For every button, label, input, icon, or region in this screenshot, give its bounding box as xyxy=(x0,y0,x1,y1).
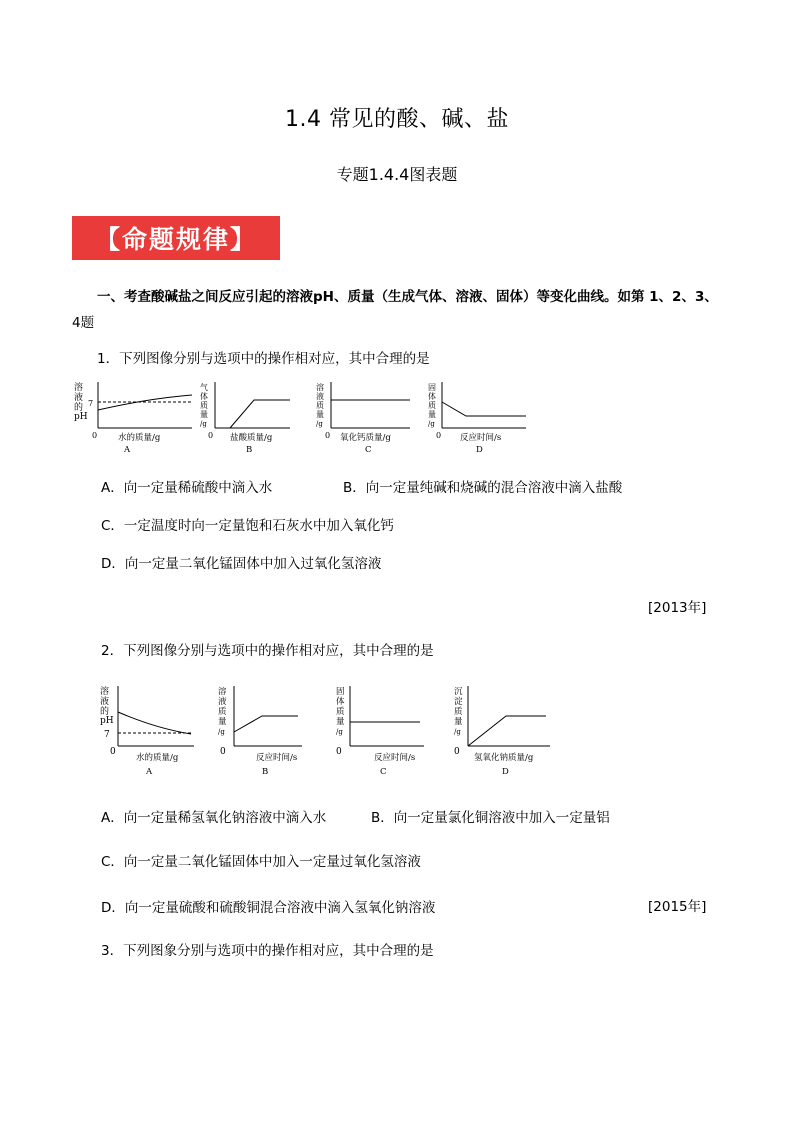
q2-b-ylabel-1: 溶 xyxy=(218,687,227,697)
q2-b-xlabel: 反应时间/s xyxy=(256,753,298,763)
banner-label: 【命题规律】 xyxy=(94,225,257,254)
q1-c-origin: 0 xyxy=(325,431,331,440)
q1-a-ylabel-4: pH xyxy=(74,412,88,422)
q1-a-letter: A xyxy=(124,445,131,455)
q2-b-line xyxy=(234,716,298,732)
section-intro-line1: 一、考查酸碱盐之间反应引起的溶液pH、质量（生成气体、溶液、固体）等变化曲线。如第 1、2、3、 xyxy=(97,289,718,305)
q1-d-ylabel-5: /g xyxy=(428,420,435,428)
q2-d-line xyxy=(468,716,546,746)
q1-d-line xyxy=(442,402,526,416)
q1-c-ylabel-1: 溶 xyxy=(316,383,324,392)
q2-a-curve xyxy=(118,712,191,734)
q1-b-ylabel-2: 体 xyxy=(200,392,208,401)
section-intro-line2: 4题 xyxy=(72,315,95,331)
q2-c-letter: C xyxy=(380,767,387,777)
q2-a-ylabel-1: 溶 xyxy=(100,687,110,697)
q1-d-ylabel-4: 量 xyxy=(428,410,436,419)
q1-d-letter: D xyxy=(476,445,483,455)
q2-b-ylabel-2: 液 xyxy=(218,697,227,707)
q1-b-xlabel: 盐酸质量/g xyxy=(230,433,273,443)
q2-chart-c xyxy=(336,686,424,777)
q1-c-xlabel: 氧化钙质量/g xyxy=(340,433,391,443)
page-title: 1.4 常见的酸、碱、盐 xyxy=(285,107,509,132)
q2-b-ylabel-5: /g xyxy=(218,728,225,736)
q1-chart-a xyxy=(74,381,192,455)
q1-a-ylabel-3: 的 xyxy=(74,403,84,413)
page-subtitle: 专题1.4.4图表题 xyxy=(336,165,458,184)
q2-charts xyxy=(96,682,566,778)
q1-d-origin: 0 xyxy=(436,431,442,440)
q2-d-ylabel-3: 质 xyxy=(454,707,463,717)
q1-d-ylabel-3: 质 xyxy=(428,401,436,410)
q1-a-ylabel-1: 溶 xyxy=(74,383,84,393)
q2-a-tick-7: 7 xyxy=(104,730,110,740)
q1-charts xyxy=(70,378,450,458)
q1-a-origin: 0 xyxy=(92,431,98,440)
q1-chart-c xyxy=(316,382,410,455)
q1-d-ylabel-1: 固 xyxy=(428,383,436,392)
q1-c-ylabel-5: /g xyxy=(316,420,323,428)
q2-stem: 2．下列图像分别与选项中的操作相对应，其中合理的是 xyxy=(101,643,434,659)
q2-a-letter: A xyxy=(146,767,153,777)
q2-d-xlabel: 氢氧化钠质量/g xyxy=(474,753,534,763)
q1-b-ylabel-4: 量 xyxy=(200,410,208,419)
q1-b-ylabel-5: /g xyxy=(200,420,207,428)
q2-a-origin: 0 xyxy=(110,747,116,757)
q1-a-xlabel: 水的质量/g xyxy=(118,433,161,443)
q1-d-xlabel: 反应时间/s xyxy=(460,433,502,443)
q1-d-ylabel-2: 体 xyxy=(428,392,436,401)
q2-b-ylabel-3: 质 xyxy=(218,707,227,717)
q2-a-ylabel-2: 液 xyxy=(100,697,110,707)
q2-option-c: C．向一定量二氧化锰固体中加入一定量过氧化氢溶液 xyxy=(101,854,421,870)
q1-option-d: D．向一定量二氧化锰固体中加入过氧化氢溶液 xyxy=(101,556,382,572)
q2-b-origin: 0 xyxy=(220,747,226,757)
q2-a-ylabel-4: pH xyxy=(100,716,114,726)
q2-d-ylabel-1: 沉 xyxy=(454,687,463,697)
q2-chart-d xyxy=(454,686,550,777)
q1-chart-d xyxy=(428,382,526,455)
q1-b-origin: 0 xyxy=(208,431,214,440)
q2-c-ylabel-1: 固 xyxy=(336,687,345,697)
q2-c-xlabel: 反应时间/s xyxy=(374,753,416,763)
q2-d-letter: D xyxy=(502,767,509,777)
q2-b-letter: B xyxy=(262,767,269,777)
q2-option-a: A．向一定量稀氢氧化钠溶液中滴入水 xyxy=(101,810,327,826)
q2-c-ylabel-3: 质 xyxy=(336,707,345,717)
q1-chart-d-svg xyxy=(418,378,538,458)
q1-c-ylabel-2: 液 xyxy=(316,392,324,401)
q2-year: [2015年] xyxy=(648,899,707,915)
q2-d-ylabel-5: /g xyxy=(454,728,461,736)
q1-b-ylabel-1: 气 xyxy=(200,383,208,392)
q2-option-d: D．向一定量硫酸和硫酸铜混合溶液中滴入氢氧化钠溶液 xyxy=(101,900,436,916)
q1-c-ylabel-3: 质 xyxy=(316,401,324,410)
q2-chart-b xyxy=(218,686,302,777)
q1-b-line xyxy=(230,400,290,428)
q1-b-letter: B xyxy=(246,445,253,455)
q1-chart-b xyxy=(200,382,290,455)
q1-option-c: C．一定温度时向一定量饱和石灰水中加入氧化钙 xyxy=(101,518,394,534)
q1-c-ylabel-4: 量 xyxy=(316,410,324,419)
q1-stem: 1．下列图像分别与选项中的操作相对应，其中合理的是 xyxy=(97,351,430,367)
section-banner xyxy=(72,216,280,260)
q2-c-ylabel-4: 量 xyxy=(336,717,345,727)
q3-stem: 3．下列图象分别与选项中的操作相对应，其中合理的是 xyxy=(101,943,434,959)
q2-c-origin: 0 xyxy=(336,747,342,757)
q2-d-origin: 0 xyxy=(454,747,460,757)
q1-a-ylabel-2: 液 xyxy=(74,393,84,403)
q1-b-ylabel-3: 质 xyxy=(200,401,208,410)
q1-option-a: A．向一定量稀硫酸中滴入水 xyxy=(101,480,273,496)
q2-c-ylabel-2: 体 xyxy=(336,697,345,707)
q2-b-ylabel-4: 量 xyxy=(218,717,227,727)
q2-a-ylabel-3: 的 xyxy=(100,707,110,717)
q1-a-tick-7: 7 xyxy=(88,399,94,408)
q2-option-b: B．向一定量氯化铜溶液中加入一定量铝 xyxy=(371,810,610,826)
q2-d-ylabel-4: 量 xyxy=(454,717,463,727)
q1-c-letter: C xyxy=(365,445,372,455)
q2-chart-a xyxy=(100,685,194,777)
q1-option-b: B．向一定量纯碱和烧碱的混合溶液中滴入盐酸 xyxy=(343,480,623,496)
q1-year: [2013年] xyxy=(648,600,707,616)
q2-c-ylabel-5: /g xyxy=(336,728,343,736)
q2-d-ylabel-2: 淀 xyxy=(454,697,463,707)
q2-a-xlabel: 水的质量/g xyxy=(136,753,179,763)
